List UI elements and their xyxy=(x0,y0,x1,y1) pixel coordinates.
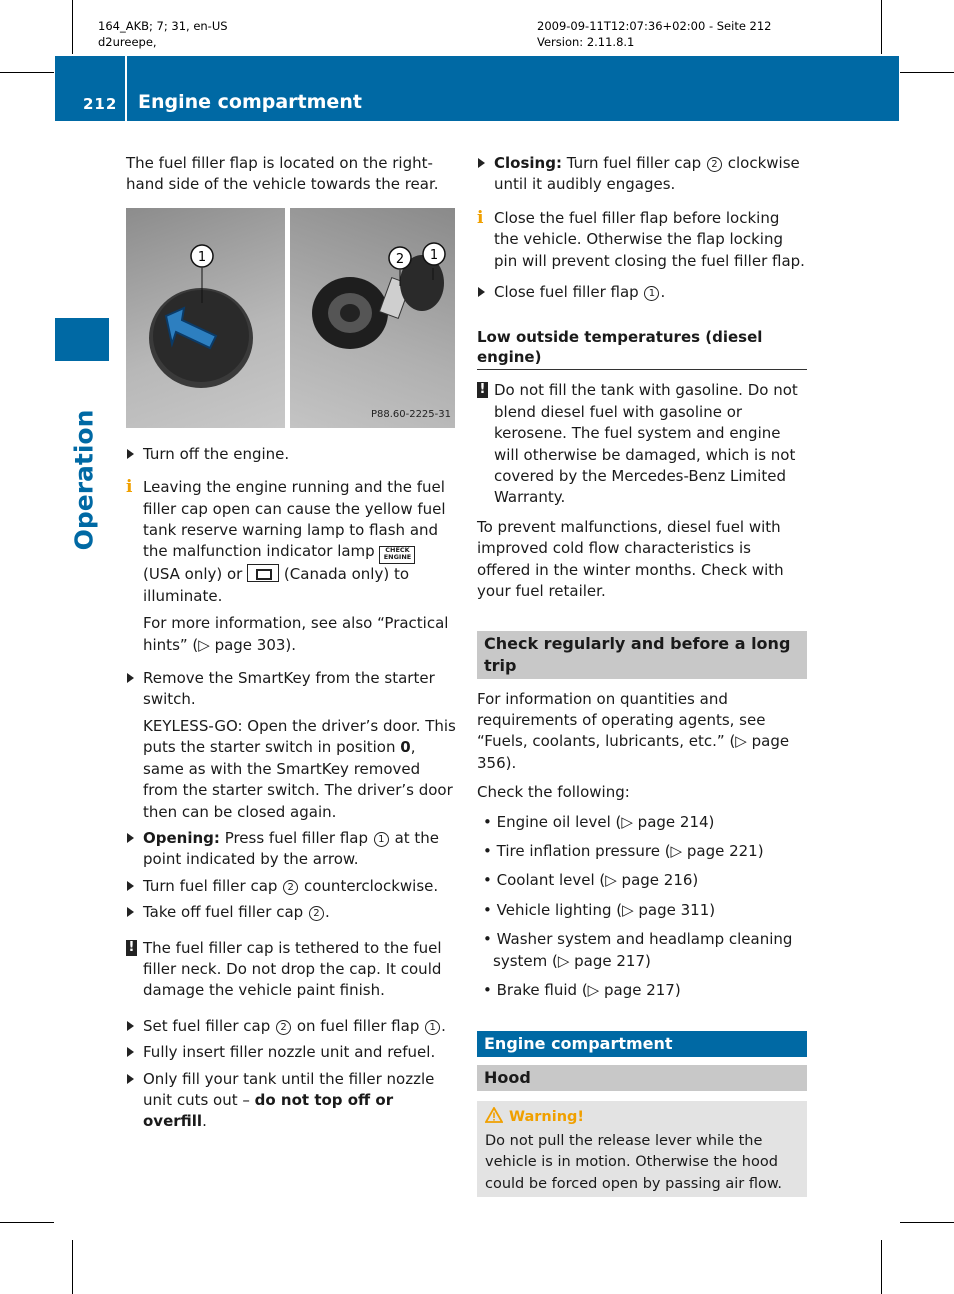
callout-2-icon: 2 xyxy=(309,906,324,921)
step-insert-nozzle: Fully insert filler nozzle unit and refuel. xyxy=(126,1042,457,1063)
right-column xyxy=(477,153,807,1197)
engine-compartment-heading: Engine compartment xyxy=(477,1031,807,1057)
crop-mark xyxy=(881,0,882,54)
figure-callout: 1 xyxy=(197,249,207,265)
callout-2-icon: 2 xyxy=(707,157,722,172)
keyless-go-text: KEYLESS-GO: Open the driver’s door. This puts the starter switch in position 0, same as with the SmartKey removed from the starter switch. The driver’s door then can be closed again. xyxy=(143,716,456,821)
list-item: • Engine oil level (▷ page 214) xyxy=(483,812,715,831)
figure-callout: 1 xyxy=(429,247,439,263)
info-icon: i xyxy=(126,477,133,498)
figure-panel-cap xyxy=(290,208,455,428)
crop-mark xyxy=(0,1222,54,1223)
crop-mark xyxy=(72,1240,73,1294)
caution-icon: ! xyxy=(126,940,137,956)
crop-mark xyxy=(900,1222,954,1223)
caution-note-cap: ! The fuel filler cap is tethered to the fuel filler neck. Do not drop the cap. It could damage the vehicle paint finish. xyxy=(126,938,457,1002)
header-separator xyxy=(125,56,127,121)
step-set-cap: Set fuel filler cap 2 on fuel filler flap 1 . xyxy=(126,1016,457,1037)
list-item: • Coolant level (▷ page 216) xyxy=(483,871,699,890)
step-turn-cap: Turn fuel filler cap 2 counterclockwise. xyxy=(126,876,457,897)
list-item: • Vehicle lighting (▷ page 311) xyxy=(483,900,716,919)
figure-panel-flap xyxy=(126,208,285,428)
info-icon: i xyxy=(477,207,484,228)
diesel-paragraph: To prevent malfunctions, diesel fuel with improved cold flow characteristics is offered in the winter months. Check with your fuel retailer. xyxy=(477,517,784,601)
check-engine-lamp-icon: CHECK ENGINE xyxy=(379,546,415,564)
list-item: • Brake fluid (▷ page 217) xyxy=(483,980,681,999)
list-item: • Tire inflation pressure (▷ page 221) xyxy=(483,841,764,860)
check-following: Check the following: xyxy=(477,783,630,802)
meta-line: 164_AKB; 7; 31, en-US xyxy=(98,19,228,33)
warning-box xyxy=(477,1101,807,1197)
meta-line: d2ureepe, xyxy=(98,35,157,49)
info-note-close-flap: i Close the fuel filler flap before locking the vehicle. Otherwise the flap locking pin will prevent closing the fuel filler flap. xyxy=(477,207,805,270)
caution-note-diesel: ! Do not fill the tank with gasoline. Do not blend diesel fuel with gasoline or kerosene. The fuel system and engine will otherwise be damaged, which is not covered by the Mercedes-Benz Limited Warranty. xyxy=(477,380,807,508)
warning-title: Warning! xyxy=(485,1107,799,1128)
fuel-filler-figure xyxy=(126,208,455,428)
callout-2-icon: 2 xyxy=(276,1020,291,1035)
callout-1-icon: 1 xyxy=(425,1020,440,1035)
hood-heading: Hood xyxy=(477,1065,807,1091)
crop-mark xyxy=(0,72,54,73)
callout-1-icon: 1 xyxy=(644,286,659,301)
info-note-engine-running: i Leaving the engine running and the fuel filler cap open can cause the yellow fuel tank reserve warning lamp to flash and the malfunction indicator lamp CHECK ENGINE (USA only) or (Canada only) to illuminate. For more information, see also “Practical hints” (▷ page 303). xyxy=(126,477,457,656)
side-tab xyxy=(55,318,109,361)
list-item: • Washer system and headlamp cleaning system (▷ page 217) xyxy=(483,930,793,970)
callout-1-icon: 1 xyxy=(374,832,389,847)
low-temp-heading: Low outside temperatures (diesel engine) xyxy=(477,327,807,370)
side-section-label: Operation xyxy=(69,409,99,551)
page-number: 212 xyxy=(83,95,118,113)
warning-triangle-icon xyxy=(485,1107,503,1123)
callout-2-icon: 2 xyxy=(283,880,298,895)
warning-text: Do not pull the release lever while the vehicle is in motion. Otherwise the hood could be forced open by passing air flow. xyxy=(485,1132,782,1192)
fuel-flap-illustration xyxy=(126,208,285,428)
meta-line: 2009-09-11T12:07:36+02:00 - Seite 212 xyxy=(537,19,772,33)
engine-lamp-icon xyxy=(247,564,279,582)
crop-mark xyxy=(900,72,954,73)
print-meta-left xyxy=(98,18,228,50)
step-fill-tank: Only fill your tank until the filler nozzle unit cuts out – do not top off or overfill. xyxy=(126,1069,457,1133)
crop-mark xyxy=(881,1240,882,1294)
left-column xyxy=(126,153,457,1138)
check-regularly-heading: Check regularly and before a long trip xyxy=(477,631,807,679)
print-meta-right xyxy=(537,18,772,50)
figure-callout: 2 xyxy=(395,251,405,267)
step-close-flap: Close fuel filler flap 1 . xyxy=(477,282,807,303)
info-more-text: For more information, see also “Practical hints” (▷ page 303). xyxy=(143,614,449,654)
step-take-off-cap: Take off fuel filler cap 2 . xyxy=(126,902,457,923)
crop-mark xyxy=(72,0,73,54)
step-remove-smartkey: Remove the SmartKey from the starter switch. xyxy=(126,668,457,711)
step-turn-off-engine: Turn off the engine. xyxy=(126,444,457,465)
fuel-cap-illustration xyxy=(290,208,455,428)
step-opening: Opening: Press fuel filler flap 1 at the point indicated by the arrow. xyxy=(126,828,457,871)
chapter-title: Engine compartment xyxy=(138,91,362,113)
figure-code: P88.60-2225-31 xyxy=(370,409,451,421)
step-closing: Closing: Turn fuel filler cap 2 clockwise until it audibly engages. xyxy=(477,153,807,196)
meta-line: Version: 2.11.8.1 xyxy=(537,35,635,49)
check-intro: For information on quantities and requirements of operating agents, see “Fuels, coolants, lubricants, etc.” (▷ page 356). xyxy=(477,689,790,772)
intro-text: The fuel filler flap is located on the right-hand side of the vehicle towards the rear. xyxy=(126,154,439,194)
caution-icon: ! xyxy=(477,382,488,398)
